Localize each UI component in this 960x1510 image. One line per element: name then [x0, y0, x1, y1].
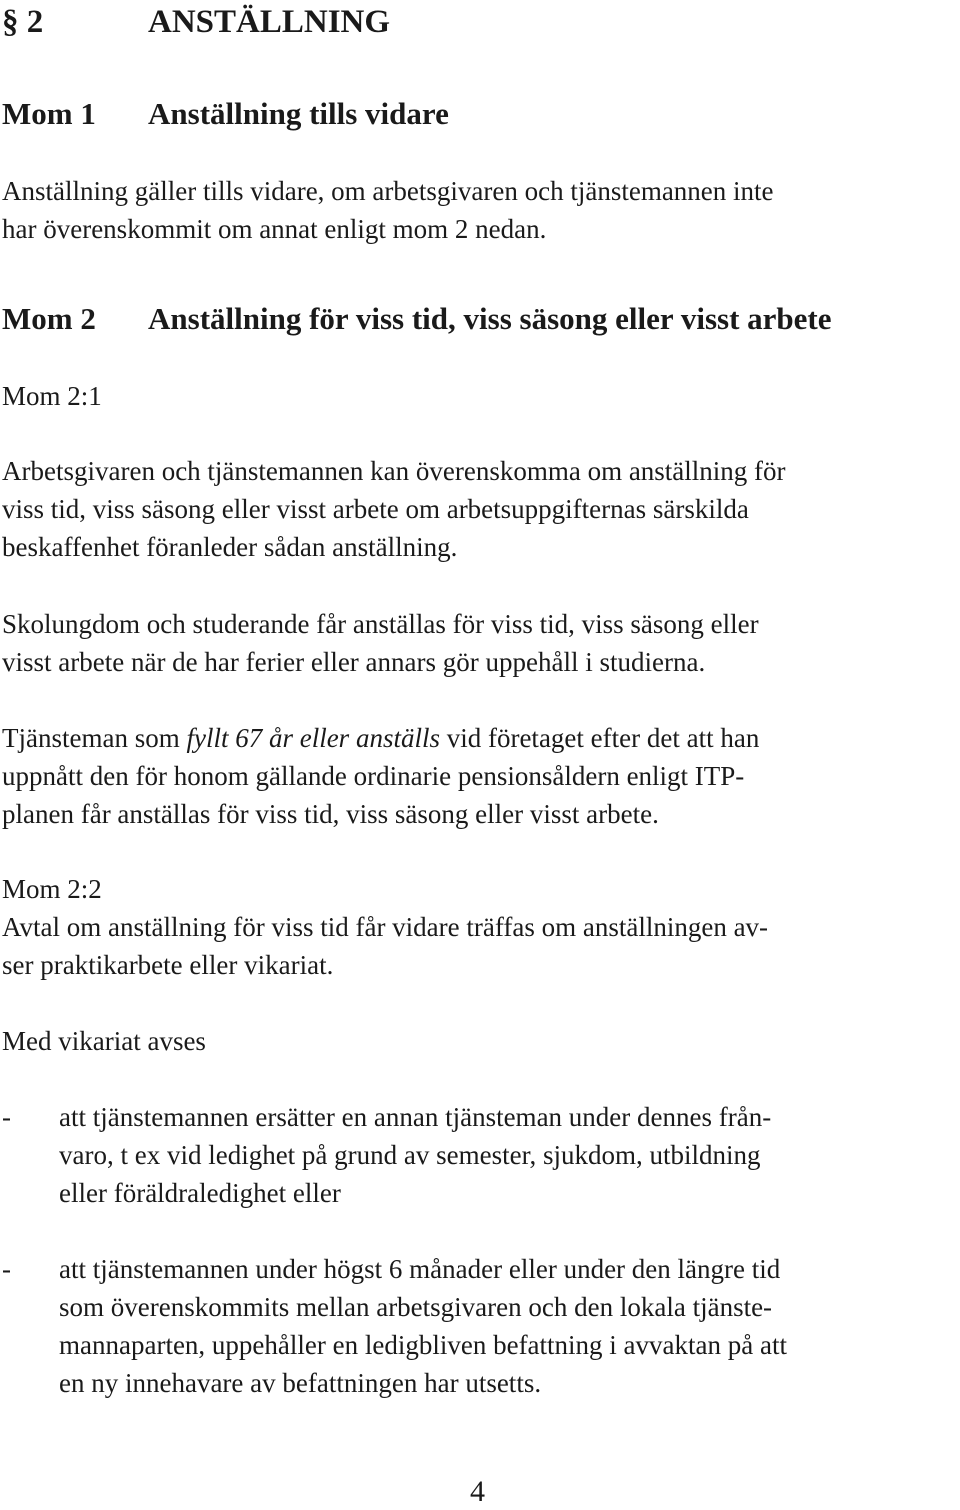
list-dash: - — [2, 1254, 11, 1284]
mom2-1-label: Mom 2:1 — [2, 381, 102, 411]
mom2-heading — [2, 299, 831, 339]
paragraph-line: Anställning gäller tills vidare, om arbetsgivaren och tjänstemannen inte — [2, 176, 774, 206]
list-item-text — [59, 1098, 771, 1212]
mom2-1-paragraph-3 — [2, 719, 947, 833]
mom1-heading — [2, 94, 449, 134]
section-heading — [2, 2, 390, 42]
list-item-line: varo, t ex vid ledighet på grund av semester, sjukdom, utbildning — [59, 1140, 761, 1170]
mom2-title: Anställning för viss tid, viss säsong eller visst arbete — [148, 301, 832, 336]
paragraph-line: beskaffenhet föranleder sådan anställning. — [2, 532, 458, 562]
list-item-line: en ny innehavare av befattningen har utsetts. — [59, 1368, 542, 1398]
list-dash: - — [2, 1102, 11, 1132]
page-number: 4 — [470, 1475, 485, 1508]
mom2-1-paragraph-2 — [2, 605, 947, 681]
list-item-text — [59, 1250, 787, 1402]
mom1-paragraph — [2, 172, 947, 248]
list-item-line: mannaparten, uppehåller en ledigbliven befattning i avvaktan på att — [59, 1330, 787, 1360]
list-item-line: eller föräldraledighet eller — [59, 1178, 341, 1208]
mom2-2-paragraph — [2, 908, 947, 984]
list-item-line: att tjänstemannen ersätter en annan tjänsteman under dennes från- — [59, 1102, 772, 1132]
paragraph-line: ser praktikarbete eller vikariat. — [2, 950, 334, 980]
mom2-label: Mom 2 — [2, 301, 96, 336]
paragraph-line: uppnått den för honom gällande ordinarie pensionsåldern enligt ITP- — [2, 761, 745, 791]
italic-emphasis: fyllt 67 år eller anställs — [186, 723, 440, 753]
mom1-label: Mom 1 — [2, 96, 96, 131]
list-item-line: att tjänstemannen under högst 6 månader eller under den längre tid — [59, 1254, 781, 1284]
paragraph-line: Arbetsgivaren och tjänstemannen kan överenskomma om anställning för — [2, 456, 786, 486]
paragraph-line: Skolungdom och studerande får anställas för viss tid, viss säsong eller — [2, 609, 759, 639]
list-item-line: som överenskommits mellan arbetsgivaren och den lokala tjänste- — [59, 1292, 773, 1322]
section-title: ANSTÄLLNING — [148, 4, 391, 40]
vikariat-intro: Med vikariat avses — [2, 1026, 206, 1056]
mom1-title: Anställning tills vidare — [148, 96, 449, 131]
paragraph-line: Avtal om anställning för viss tid får vidare träffas om anställningen av- — [2, 912, 769, 942]
paragraph-line: planen får anställas för viss tid, viss säsong eller visst arbete. — [2, 799, 659, 829]
mom2-1-paragraph-1 — [2, 452, 947, 566]
paragraph-line: har överenskommit om annat enligt mom 2 nedan. — [2, 214, 547, 244]
paragraph-line: viss tid, viss säsong eller visst arbete om arbetsuppgifternas särskilda — [2, 494, 749, 524]
paragraph-line: visst arbete när de har ferier eller annars gör uppehåll i studierna. — [2, 647, 706, 677]
section-number: § 2 — [2, 4, 44, 40]
paragraph-line: Tjänsteman som fyllt 67 år eller anställs vid företaget efter det att han — [2, 723, 760, 753]
mom2-2-label: Mom 2:2 — [2, 874, 102, 904]
